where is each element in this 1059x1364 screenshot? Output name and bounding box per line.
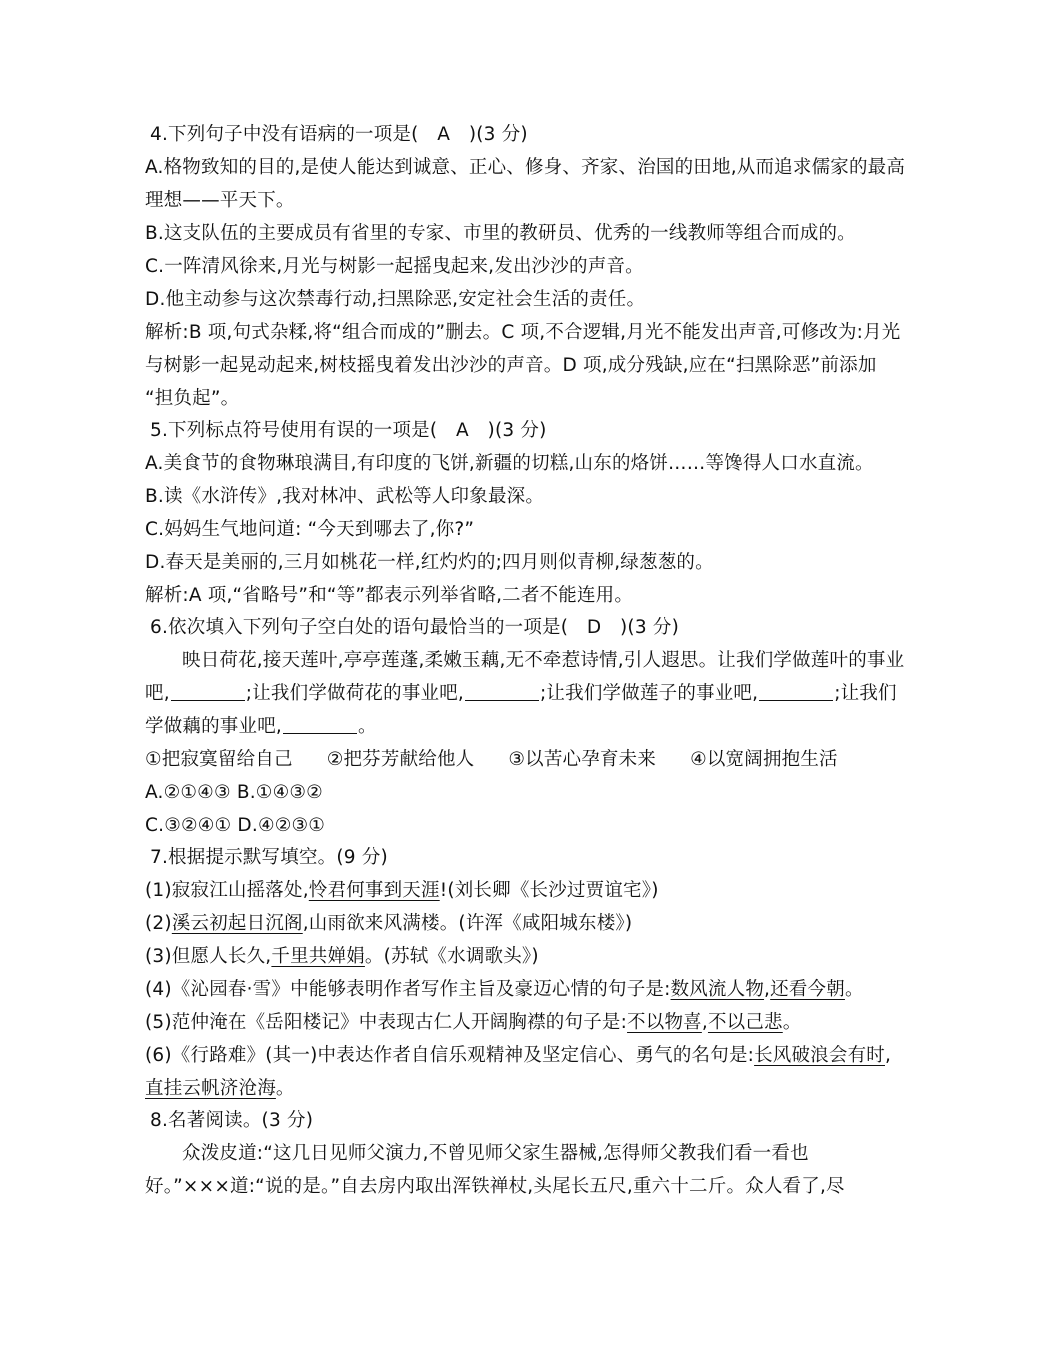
q7-item-6-cont: 直挂云帆济沧海。 bbox=[145, 1078, 295, 1099]
fill-blank bbox=[465, 682, 539, 701]
q8-stem: 8.名著阅读。(3 分) bbox=[150, 1110, 314, 1131]
q4-stem: 4.下列句子中没有语病的一项是( A )(3 分) bbox=[150, 124, 528, 145]
answer: 直挂云帆济沧海 bbox=[145, 1078, 276, 1099]
q6-passage-line2: 吧, ;让我们学做荷花的事业吧, ;让我们学做莲子的事业吧, ;让我们 bbox=[145, 683, 897, 704]
q6-item-1: ①把寂寞留给自己 bbox=[145, 749, 293, 770]
q8-passage-line2: 好。”×××道:“说的是。”自去房内取出浑铁禅杖,头尾长五尺,重六十二斤。众人看了,尽 bbox=[145, 1176, 845, 1197]
answer: 不以己悲 bbox=[707, 1012, 783, 1033]
q6-options-ab: A.②①④③ B.①④③② bbox=[145, 782, 323, 803]
q4-option-d: D.他主动参与这次禁毒行动,扫黑除恶,安定社会生活的责任。 bbox=[145, 289, 646, 310]
q6-item-2: ②把芬芳献给他人 bbox=[326, 749, 475, 770]
fill-blank bbox=[759, 682, 833, 701]
q4-option-b: B.这支队伍的主要成员有省里的专家、市里的教研员、优秀的一线教师等组合而成的。 bbox=[145, 223, 856, 244]
answer: 怜君何事到天涯 bbox=[308, 880, 440, 901]
q7-item-4: (4)《沁园春·雪》中能够表明作者写作主旨及豪迈心情的句子是:数风流人物,还看今朝。 bbox=[145, 979, 864, 1000]
q8-passage-line1: 众泼皮道:“这几日见师父演力,不曾见师父家生器械,怎得师父教我们看一看也 bbox=[182, 1143, 809, 1164]
q5-option-c: C.妈妈生气地问道: “今天到哪去了,你?” bbox=[145, 519, 475, 540]
answer: 还看今朝 bbox=[770, 979, 845, 1000]
q6-stem: 6.依次填入下列句子空白处的语句最恰当的一项是( D )(3 分) bbox=[150, 617, 680, 638]
q7-item-3: (3)但愿人长久,千里共婵娟。(苏轼《水调歌头》) bbox=[145, 946, 539, 967]
fill-blank bbox=[283, 715, 357, 734]
q4-analysis-line3: “担负起”。 bbox=[145, 388, 240, 409]
q5-stem: 5.下列标点符号使用有误的一项是( A )(3 分) bbox=[150, 420, 547, 441]
q4-option-a-line1: A.格物致知的目的,是使人能达到诚意、正心、修身、齐家、治国的田地,从而追求儒家的最高 bbox=[145, 157, 906, 178]
q5-option-a: A.美食节的食物琳琅满目,有印度的飞饼,新疆的切糕,山东的烙饼……等馋得人口水直流。 bbox=[145, 453, 874, 474]
answer: 溪云初起日沉阁 bbox=[171, 913, 303, 934]
q4-option-a-line2: 理想——平天下。 bbox=[145, 190, 295, 211]
q6-item-3: ③以苦心孕育未来 bbox=[508, 749, 657, 770]
q7-stem: 7.根据提示默写填空。(9 分) bbox=[150, 847, 388, 868]
q6-item-4: ④以宽阔拥抱生活 bbox=[690, 749, 838, 770]
q6-passage-line1: 映日荷花,接天莲叶,亭亭莲蓬,柔嫩玉藕,无不牵惹诗情,引人遐思。让我们学做莲叶的事业 bbox=[182, 650, 905, 671]
q6-options-cd: C.③②④① D.④②③① bbox=[145, 815, 326, 836]
q7-item-2: (2)溪云初起日沉阁,山雨欲来风满楼。(许浑《咸阳城东楼》) bbox=[145, 913, 633, 934]
answer: 数风流人物 bbox=[670, 979, 765, 1000]
q5-option-d: D.春天是美丽的,三月如桃花一样,红灼灼的;四月则似青柳,绿葱葱的。 bbox=[145, 552, 714, 573]
q5-analysis: 解析:A 项,“省略号”和“等”都表示列举省略,二者不能连用。 bbox=[145, 585, 634, 606]
q6-items bbox=[145, 747, 935, 773]
answer: 千里共婵娟 bbox=[271, 946, 365, 967]
q5-option-b: B.读《水浒传》,我对林冲、武松等人印象最深。 bbox=[145, 486, 545, 507]
q7-item-6: (6)《行路难》(其一)中表达作者自信乐观精神及坚定信心、勇气的名句是:长风破浪会有时, bbox=[145, 1045, 892, 1066]
q4-analysis-line1: 解析:B 项,句式杂糅,将“组合而成的”删去。C 项,不合逻辑,月光不能发出声音,可修改为:月光 bbox=[145, 322, 901, 343]
q7-item-5: (5)范仲淹在《岳阳楼记》中表现古仁人开阔胸襟的句子是:不以物喜,不以己悲。 bbox=[145, 1012, 802, 1033]
answer: 不以物喜 bbox=[627, 1012, 702, 1033]
q4-analysis-line2: 与树影一起晃动起来,树枝摇曳着发出沙沙的声音。D 项,成分残缺,应在“扫黑除恶”前添加 bbox=[145, 355, 877, 376]
q4-option-c: C.一阵清风徐来,月光与树影一起摇曳起来,发出沙沙的声音。 bbox=[145, 256, 644, 277]
answer: 长风破浪会有时 bbox=[754, 1045, 885, 1066]
fill-blank bbox=[171, 682, 245, 701]
q6-passage-line3: 学做藕的事业吧, 。 bbox=[145, 716, 377, 737]
q7-item-1: (1)寂寂江山摇落处,怜君何事到天涯!(刘长卿《长沙过贾谊宅》) bbox=[145, 880, 659, 901]
